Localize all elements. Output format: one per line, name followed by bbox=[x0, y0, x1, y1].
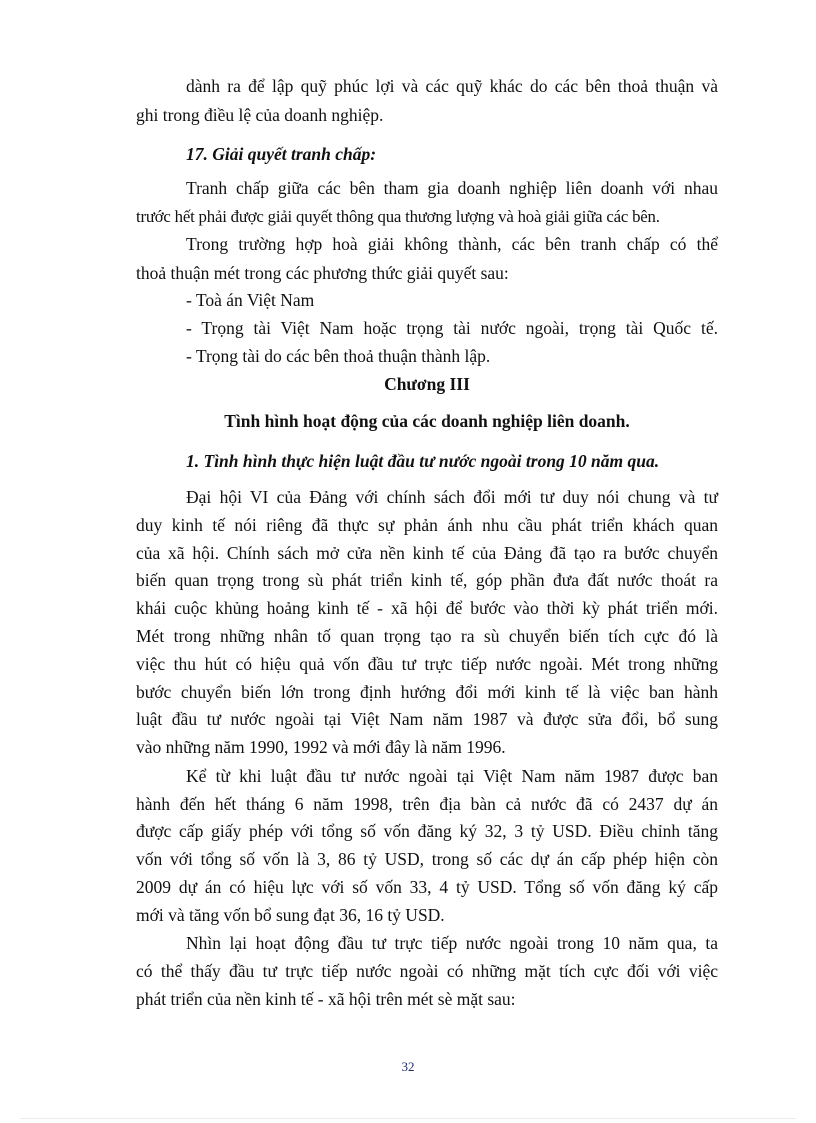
page-bottom-divider bbox=[20, 1118, 796, 1119]
paragraph-line: được cấp giấy phép với tổng số vốn đăng ký 32, 3 tỷ USD. Điều chỉnh tăng bbox=[136, 821, 718, 841]
paragraph-line: vào những năm 1990, 1992 và mới đây là năm 1996. bbox=[136, 737, 506, 757]
chapter-subtitle: Tình hình hoạt động của các doanh nghiệp liên doanh. bbox=[224, 411, 630, 431]
list-item: - Trọng tài do các bên thoả thuận thành lập. bbox=[186, 346, 491, 366]
section-heading-17: 17. Giải quyết tranh chấp: bbox=[186, 144, 377, 164]
paragraph-line: luật đầu tư nước ngoài tại Việt Nam năm 1987 và được sửa đổi, bổ sung bbox=[136, 709, 718, 729]
paragraph-line: Mét trong những nhân tố quan trọng tạo ra sù chuyển biến tích cực đó là bbox=[136, 626, 718, 646]
paragraph-line: trước hết phải được giải quyết thông qua thương lượng và hoà giải giữa các bên. bbox=[136, 207, 660, 226]
paragraph-line: Nhìn lại hoạt động đầu tư trực tiếp nước ngoài trong 10 năm qua, ta bbox=[186, 933, 718, 953]
paragraph-line: việc thu hút có hiệu quả vốn đầu tư trực tiếp nước ngoài. Mét trong những bbox=[136, 654, 718, 674]
list-item: - Toà án Việt Nam bbox=[186, 290, 315, 310]
paragraph-line: thoả thuận mét trong các phương thức giải quyết sau: bbox=[136, 263, 509, 283]
paragraph-line: Đại hội VI của Đảng với chính sách đổi mới tư duy nói chung và tư bbox=[186, 487, 718, 507]
paragraph-line: duy kinh tế nói riêng đã thực sự phản ánh nhu cầu phát triển khách quan bbox=[136, 515, 718, 535]
paragraph-line: có thể thấy đầu tư trực tiếp nước ngoài có những mặt tích cực đối với việc bbox=[136, 961, 718, 981]
paragraph-line: Trong trường hợp hoà giải không thành, các bên tranh chấp có thể bbox=[186, 234, 718, 254]
paragraph-line: Tranh chấp giữa các bên tham gia doanh nghiệp liên doanh với nhau bbox=[186, 178, 718, 198]
paragraph-line: khái cuộc khủng hoảng kinh tế - xã hội để bước vào thời kỳ phát triển mới. bbox=[136, 598, 718, 618]
paragraph-line: Kể từ khi luật đầu tư nước ngoài tại Việt Nam năm 1987 được ban bbox=[186, 766, 718, 786]
chapter-title: Chương III bbox=[384, 374, 470, 394]
paragraph-line: hành đến hết tháng 6 năm 1998, trên địa bàn cả nước đã có 2437 dự án bbox=[136, 794, 718, 814]
paragraph-line: 2009 dự án có hiệu lực với số vốn 33, 4 tỷ USD. Tổng số vốn đăng ký cấp bbox=[136, 877, 718, 897]
paragraph-line: vốn với tổng số vốn là 3, 86 tỷ USD, trong số các dự án cấp phép hiện còn bbox=[136, 849, 718, 869]
paragraph-line: mới và tăng vốn bổ sung đạt 36, 16 tỷ USD. bbox=[136, 905, 445, 925]
paragraph-line: phát triển của nền kinh tế - xã hội trên mét sè mặt sau: bbox=[136, 989, 516, 1009]
paragraph-line: bước chuyển biến lớn trong định hướng đổi mới kinh tế là việc ban hành bbox=[136, 682, 718, 702]
paragraph-line: dành ra để lập quỹ phúc lợi và các quỹ khác do các bên thoả thuận và bbox=[186, 76, 718, 96]
page-number: 32 bbox=[401, 1059, 415, 1074]
paragraph-line: biến quan trọng trong sù phát triển kinh tế, góp phần đưa đất nước thoát ra bbox=[136, 570, 718, 590]
list-item: - Trọng tài Việt Nam hoặc trọng tài nước ngoài, trọng tài Quốc tế. bbox=[186, 318, 718, 338]
paragraph-line: ghi trong điều lệ của doanh nghiệp. bbox=[136, 105, 384, 125]
section-heading-1: 1. Tình hình thực hiện luật đầu tư nước ngoài trong 10 năm qua. bbox=[186, 451, 660, 471]
paragraph-line: của xã hội. Chính sách mở cửa nền kinh tế của Đảng đã tạo ra bước chuyển bbox=[136, 543, 718, 563]
